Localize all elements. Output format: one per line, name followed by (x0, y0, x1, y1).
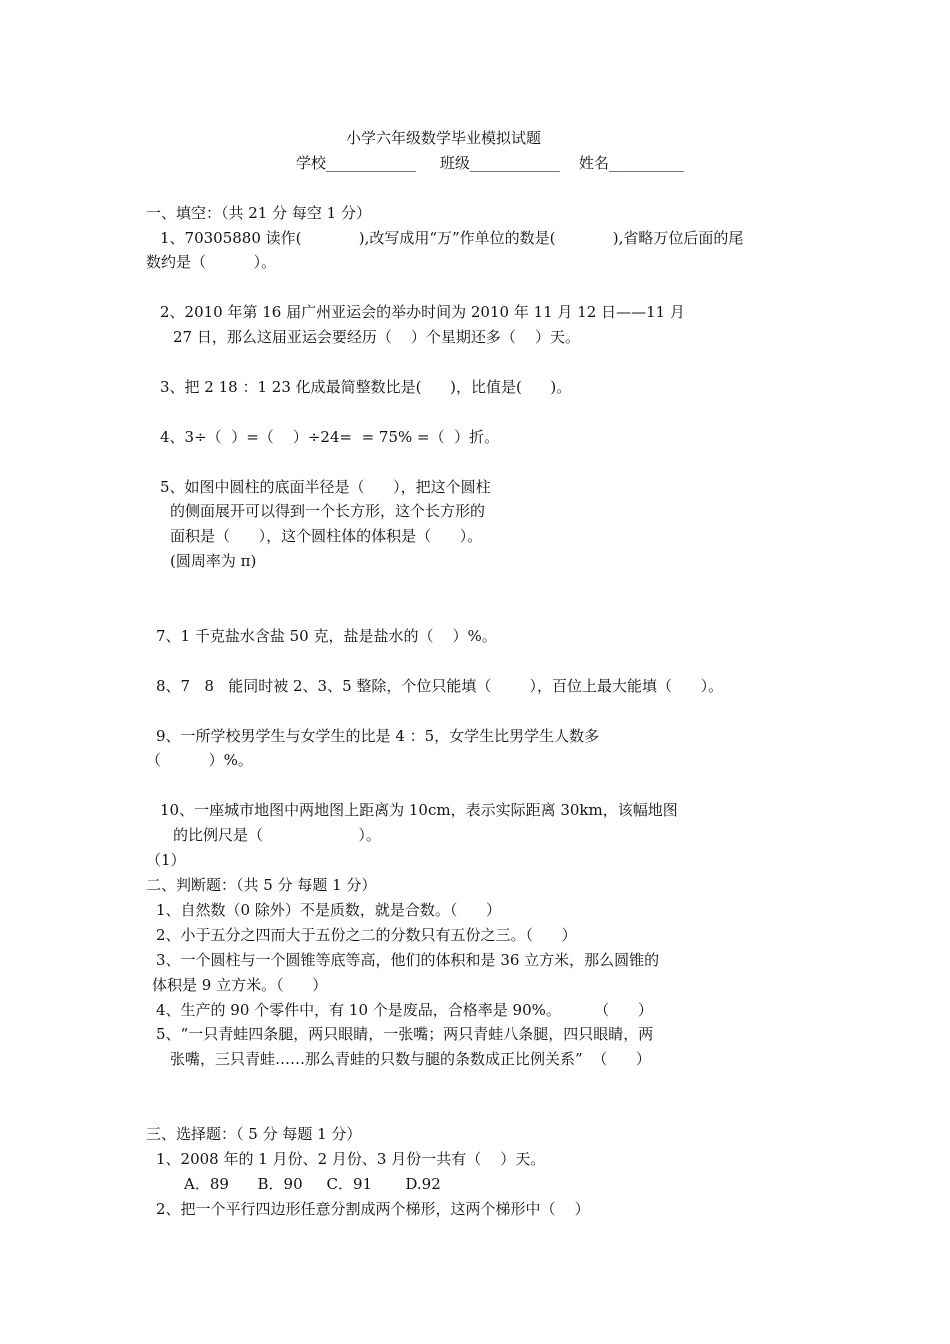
choice-question-1-options: A．89 B．90 C．91 D.92 (184, 1175, 441, 1193)
question-10-line-1: 10、一座城市地图中两地图上距离为 10cm，表示实际距离 30km，该幅地图 (160, 801, 678, 819)
question-10-line-2: 的比例尺是（ ）。 (173, 826, 381, 844)
section-judge-heading: 二、判断题：（共 5 分 每题 1 分） (146, 876, 377, 894)
choice-question-1: 1、2008 年的 1 月份、2 月份、3 月份一共有（ ）天。 (156, 1150, 546, 1168)
question-2-line-2: 27 日，那么这届亚运会要经历（ ）个星期还多（ ）天。 (173, 328, 581, 346)
judge-question-5-line-1: 5、“一只青蛙四条腿，两只眼睛，一张嘴；两只青蛙八条腿，四只眼睛，两 (156, 1025, 654, 1043)
question-2-line-1: 2、2010 年第 16 届广州亚运会的举办时间为 2010 年 11 月 12 日——11 月 (160, 303, 685, 321)
question-1-line-1: 1、70305880 读作( ),改写成用“万”作单位的数是( ),省略万位后面的尾 (160, 229, 744, 247)
judge-question-3-line-1: 3、一个圆柱与一个圆锥等底等高，他们的体积和是 36 立方米，那么圆锥的 (156, 951, 660, 969)
question-5-line-1: 5、如图中圆柱的底面半径是（ ），把这个圆柱 (160, 478, 491, 496)
section-fill-blank-heading: 一、填空：（共 21 分 每空 1 分） (146, 204, 371, 222)
question-9-line-2: （ ）%。 (146, 751, 253, 769)
choice-question-2: 2、把一个平行四边形任意分割成两个梯形，这两个梯形中（ ） (156, 1200, 590, 1218)
judge-question-1: 1、自然数（0 除外）不是质数，就是合数。（ ） (156, 901, 501, 919)
question-5-line-4: (圆周率为 π) (170, 552, 257, 570)
student-info-line: 学校____________ 班级____________ 姓名__________ (296, 154, 684, 172)
question-3: 3、把 2 18 ：1 23 化成最简整数比是( )，比值是( )。 (160, 378, 572, 396)
judge-question-5-line-2: 张嘴，三只青蛙……那么青蛙的只数与腿的条数成正比例关系” （ ） (170, 1050, 651, 1068)
judge-question-3-line-2: 体积是 9 立方米。（ ） (152, 976, 328, 994)
question-8: 8、7 8 能同时被 2、3、5 整除，个位只能填（ ），百位上最大能填（ ）。 (156, 677, 724, 695)
question-9-line-1: 9、一所学校男学生与女学生的比是 4 ：5，女学生比男学生人数多 (156, 727, 600, 745)
judge-question-2: 2、小于五分之四而大于五份之二的分数只有五份之三。（ ） (156, 926, 577, 944)
section-choice-heading: 三、选择题：（ 5 分 每题 1 分） (146, 1125, 362, 1143)
question-5-line-3: 面积是（ ），这个圆柱体的体积是（ ）。 (170, 527, 483, 545)
question-1-line-2: 数约是（ ）。 (146, 253, 277, 271)
question-4: 4、3÷（ ）=（ ）÷24= = 75% =（ ）折。 (160, 428, 500, 446)
question-5-line-2: 的侧面展开可以得到一个长方形，这个长方形的 (170, 502, 486, 520)
question-7: 7、1 千克盐水含盐 50 克，盐是盐水的（ ）%。 (156, 627, 497, 645)
exam-title: 小学六年级数学毕业模拟试题 (346, 129, 542, 147)
section-1-tail: （1） (146, 851, 186, 869)
judge-question-4: 4、生产的 90 个零件中，有 10 个是废品，合格率是 90%。 （ ） (156, 1001, 653, 1019)
